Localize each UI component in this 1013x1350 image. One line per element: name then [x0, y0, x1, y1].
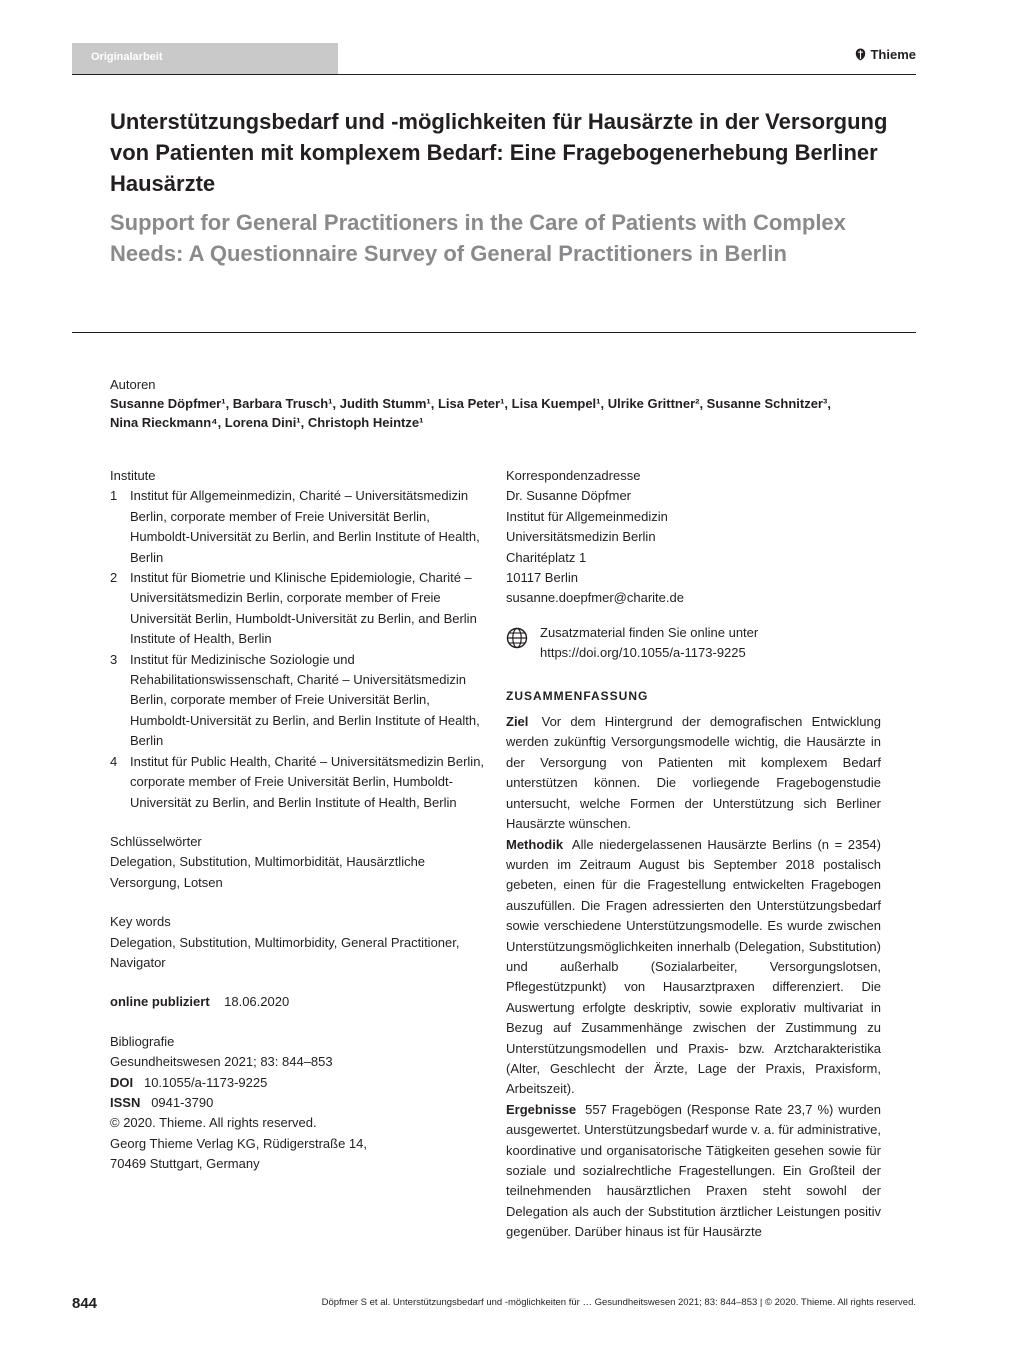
institutes-label: Institute	[110, 468, 156, 483]
institute-number: 2	[110, 570, 118, 586]
authors-names-line2: Nina Rieckmann⁴, Lorena Dini¹, Christoph Heintze¹	[110, 415, 424, 430]
abstract-ergebnisse	[506, 1100, 881, 1243]
correspondence-line: Dr. Susanne Döpfmer	[506, 488, 632, 504]
abstract-ergebnisse-label: Ergebnisse	[506, 1101, 577, 1117]
correspondence-line: 10117 Berlin	[506, 570, 579, 586]
institute-item	[110, 650, 485, 752]
abstract-body	[506, 712, 881, 1243]
abstract-methodik-label: Methodik	[506, 836, 564, 852]
keywords-german-label: Schlüsselwörter	[110, 833, 202, 849]
online-published	[110, 992, 485, 1012]
abstract-methodik-text: Alle niedergelassenen Hausärzte Berlins (n = 2354) wurden im Zeitraum August bis September 2018 postalisch gebeten, einen für die Fragestellung entwickelten Fragebogen auszufüllen. Die Fragen adressierten den Unterstützungsbedarf sowie verschiedene Unterstützungsmodelle. Es wurde zwischen Unterstützungsmöglichkeiten innerhalb (Delegation, Substitution) und außerhalb (Sozialarbeiter, Versorgungslotsen, Pflegestützpunkt) von Hausarztpraxen differenziert. Die Auswertung erfolgte deskriptiv, sowie explorativ multivariat in Bezug auf Zusammenhänge zwischen der Zustimmung zu Unterstützungsmodellen und Praxis- bzw. Arztcharakteristika (Alter, Geschlecht der Ärzte, Lage der Praxis, Praxisform, Arbeitszeit).	[506, 836, 881, 1097]
publisher-logo	[855, 47, 916, 62]
copyright-line: © 2020. Thieme. All rights reserved.	[110, 1115, 317, 1131]
issn-label: ISSN	[110, 1094, 141, 1110]
authors-names-line1: Susanne Döpfmer¹, Barbara Trusch¹, Judith Stumm¹, Lisa Peter¹, Lisa Kuempel¹, Ulrike Grittner², Susanne Schnitzer³,	[110, 396, 831, 411]
bibliography-block	[110, 1032, 485, 1175]
bibliography-journal: Gesundheitswesen 2021; 83: 844–853	[110, 1054, 333, 1070]
abstract-methodik	[506, 835, 881, 1100]
abstract-ergebnisse-text: 557 Fragebögen (Response Rate 23,7 %) wurden ausgewertet. Unterstützungsbedarf wurde v. a. für administrative, koordinative und organisatorische Tätigkeiten gesehen sowie für soziale und sozialrechtliche Fragestellungen. Ein Großteil der teilnehmenden hausärztlichen Praxen steht sowohl der Delegation als auch der Substitution ärztlicher Leistungen positiv gegenüber. Darüber hinaus ist für Hausärzte	[506, 1101, 881, 1240]
keywords-english-text: Delegation, Substitution, Multimorbidity, General Practitioner, Navigator	[110, 934, 460, 970]
institute-number: 1	[110, 488, 118, 504]
institute-number: 4	[110, 753, 118, 769]
globe-icon	[506, 627, 528, 649]
title-german: Unterstützungsbedarf und -möglichkeiten für Hausärzte in der Versorgung von Patienten mit komplexem Bedarf: Eine Fragebogenerhebung Berliner Hausärzte	[110, 109, 888, 196]
correspondence-label: Korrespondenzadresse	[506, 468, 641, 483]
correspondence-block	[506, 466, 881, 609]
publisher-name: Thieme	[870, 47, 916, 62]
keywords-english-block	[110, 912, 485, 973]
supplement-note	[506, 623, 881, 664]
authors-block	[110, 375, 900, 432]
institute-item	[110, 486, 485, 568]
abstract-ziel-label: Ziel	[506, 714, 529, 730]
institute-text: Institut für Medizinische Soziologie und Rehabilitationswissenschaft, Charité – Universitätsmedizin Berlin, corporate member of Freie Universität Berlin, Humboldt-Universität zu Berlin, and Berlin Institute of Health, Berlin	[130, 651, 480, 749]
keywords-german-block	[110, 832, 485, 893]
keywords-english-label: Key words	[110, 914, 171, 930]
correspondence-line: Universitätsmedizin Berlin	[506, 529, 656, 545]
doi-value[interactable]: 10.1055/a-1173-9225	[143, 1074, 268, 1090]
doi-line	[110, 1073, 485, 1093]
institute-text: Institut für Public Health, Charité – Universitätsmedizin Berlin, corporate member of Freie Universität Berlin, Humboldt-Universität zu Berlin, and Berlin Institute of Health, Berlin	[130, 753, 485, 810]
bibliography-label: Bibliografie	[110, 1033, 175, 1049]
header-divider	[72, 74, 916, 75]
section-label-bar	[72, 43, 338, 74]
institute-text: Institut für Allgemeinmedizin, Charité – Universitätsmedizin Berlin, corporate member of Freie Universität Berlin, Humboldt-Universität zu Berlin, and Berlin Institute of Health, Berlin	[130, 488, 480, 565]
publisher-address-line2: 70469 Stuttgart, Germany	[110, 1156, 260, 1172]
institutes-list	[110, 486, 485, 813]
online-published-date: 18.06.2020	[224, 994, 290, 1010]
keywords-german-text: Delegation, Substitution, Multimorbidität, Hausärztliche Versorgung, Lotsen	[110, 854, 426, 890]
doi-label: DOI	[110, 1074, 134, 1090]
left-column	[110, 466, 485, 1175]
institute-text: Institut für Biometrie und Klinische Epidemiologie, Charité – Universitätsmedizin Berlin, corporate member of Freie Universität Berlin, Humboldt-Universität zu Berlin, and Berlin Institute of Health, Berlin	[130, 570, 477, 647]
correspondence-line: Charitéplatz 1	[506, 549, 587, 565]
footer-citation: Döpfmer S et al. Unterstützungsbedarf und -möglichkeiten für … Gesundheitswesen 2021; 83: 844–853 | © 2020. Thieme. All rights reserved.	[321, 1297, 916, 1308]
authors-label: Autoren	[110, 377, 156, 392]
abstract-heading: ZUSAMMENFASSUNG	[506, 688, 649, 703]
thieme-logo-icon	[855, 48, 866, 61]
title-divider	[72, 332, 916, 333]
correspondence-email[interactable]: susanne.doepfmer@charite.de	[506, 590, 684, 606]
institute-item	[110, 568, 485, 650]
publisher-address-line1: Georg Thieme Verlag KG, Rüdigerstraße 14,	[110, 1135, 367, 1151]
page-number: 844	[72, 1295, 98, 1312]
issn-value: 0941-3790	[151, 1094, 214, 1110]
online-published-label: online publiziert	[110, 994, 210, 1010]
institute-item	[110, 752, 485, 813]
correspondence-line: Institut für Allgemeinmedizin	[506, 508, 668, 524]
abstract-ziel-text: Vor dem Hintergrund der demografischen Entwicklung werden zukünftig Versorgungsmodelle wichtig, die Hausärzte in der Versorgung von Patienten mit komplexem Bedarf unterstützen können. Die vorliegende Fragebogenstudie untersucht, welche Formen der Unterstützung sich Berliner Hausärzte wünschen.	[506, 714, 881, 832]
supplement-text[interactable]: Zusatzmaterial finden Sie online unter https://doi.org/10.1055/a-1173-9225	[540, 624, 759, 661]
section-label: Originalarbeit	[91, 51, 163, 63]
institute-number: 3	[110, 651, 118, 667]
abstract-ziel	[506, 712, 881, 834]
right-column	[506, 466, 881, 1243]
issn-line	[110, 1093, 485, 1113]
title-english: Support for General Practitioners in the Care of Patients with Complex Needs: A Questionnaire Survey of General Practitioners in Berlin	[110, 210, 846, 266]
